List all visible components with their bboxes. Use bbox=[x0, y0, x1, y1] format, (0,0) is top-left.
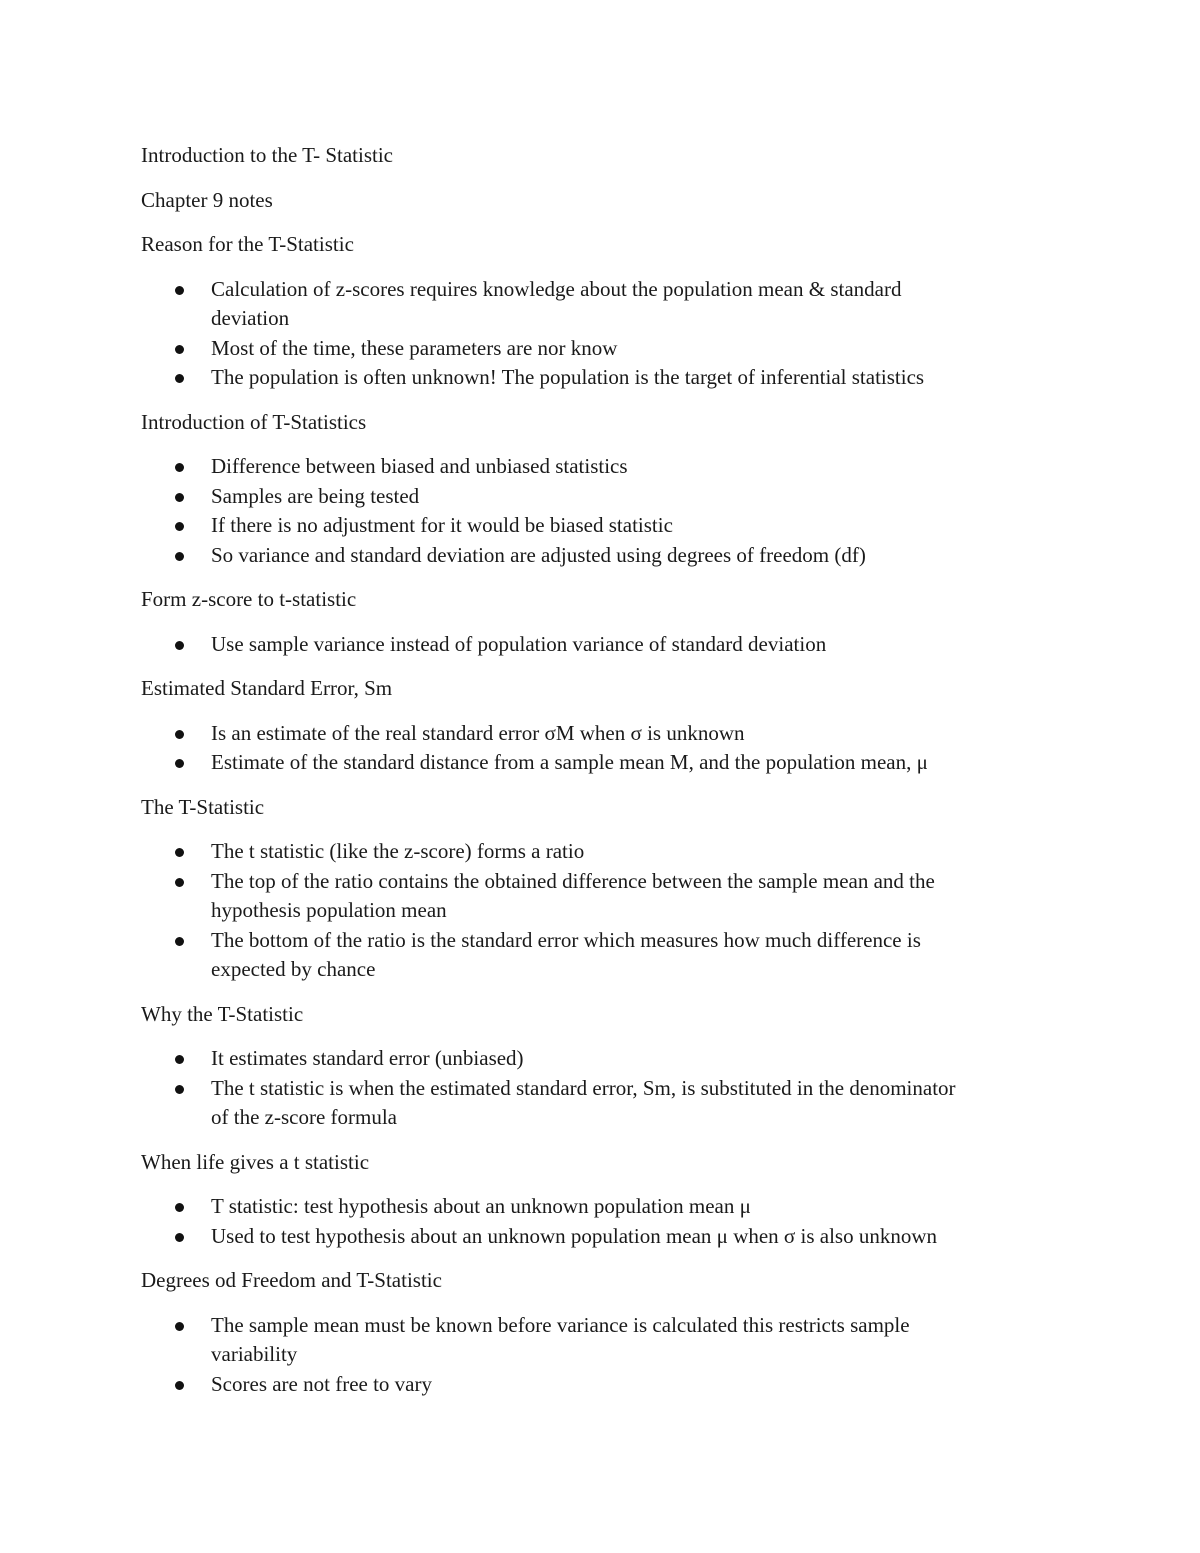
list-item-text: Is an estimate of the real standard error σM when σ is unknown bbox=[211, 720, 745, 745]
section-heading: When life gives a t statistic bbox=[141, 1149, 370, 1174]
list-item-text: hypothesis population mean bbox=[211, 898, 447, 922]
bullet-list bbox=[141, 837, 1061, 985]
section-heading: The T-Statistic bbox=[141, 794, 265, 819]
bullet-list bbox=[141, 1044, 1061, 1133]
bullet-icon bbox=[175, 522, 184, 531]
bullet-icon bbox=[175, 1085, 184, 1094]
list-item-text: If there is no adjustment for it would be biased statistic bbox=[211, 513, 673, 537]
list-item-text: Scores are not free to vary bbox=[211, 1371, 432, 1396]
list-item-text: Used to test hypothesis about an unknown population mean μ when σ is also unknown bbox=[211, 1223, 937, 1248]
bullet-icon bbox=[175, 1322, 184, 1331]
list-item bbox=[141, 719, 1061, 749]
list-item bbox=[141, 630, 1061, 660]
list-item-text: The top of the ratio contains the obtained difference between the sample mean and the bbox=[211, 868, 935, 893]
list-item-text: The t statistic (like the z-score) forms a ratio bbox=[211, 839, 585, 863]
list-item bbox=[141, 541, 1061, 571]
list-item-text: variability bbox=[211, 1342, 298, 1366]
bullet-icon bbox=[175, 937, 184, 946]
list-item-text: expected by chance bbox=[211, 957, 376, 981]
list-item bbox=[141, 334, 1061, 364]
bullet-icon bbox=[175, 345, 184, 354]
list-item-text: deviation bbox=[211, 306, 290, 330]
list-item-text: The population is often unknown! The population is the target of inferential statistics bbox=[211, 365, 925, 389]
list-item-text: Estimate of the standard distance from a sample mean M, and the population mean, μ bbox=[211, 750, 928, 774]
list-item-text: Most of the time, these parameters are nor know bbox=[211, 335, 618, 360]
bullet-icon bbox=[175, 759, 184, 768]
section-heading: Estimated Standard Error, Sm bbox=[141, 676, 393, 700]
bullet-icon bbox=[175, 878, 184, 887]
sections-container bbox=[141, 230, 1061, 1399]
section-heading: Reason for the T-Statistic bbox=[141, 232, 354, 256]
bullet-icon bbox=[175, 730, 184, 739]
list-item-text: of the z-score formula bbox=[211, 1105, 397, 1129]
list-item bbox=[141, 1192, 1061, 1222]
bullet-list bbox=[141, 1192, 1061, 1251]
list-item bbox=[141, 452, 1061, 482]
list-item bbox=[141, 1074, 1061, 1133]
section-heading: Why the T-Statistic bbox=[141, 1001, 304, 1026]
document-page bbox=[141, 141, 1061, 1414]
bullet-icon bbox=[175, 1203, 184, 1212]
list-item-text: The bottom of the ratio is the standard error which measures how much difference is bbox=[211, 927, 921, 952]
list-item bbox=[141, 748, 1061, 778]
bullet-icon bbox=[175, 463, 184, 472]
list-item bbox=[141, 482, 1061, 512]
list-item-text: So variance and standard deviation are adjusted using degrees of freedom (df) bbox=[211, 542, 866, 567]
bullet-icon bbox=[175, 286, 184, 295]
list-item bbox=[141, 1222, 1061, 1252]
list-item-text: T statistic: test hypothesis about an unknown population mean μ bbox=[211, 1194, 751, 1218]
bullet-icon bbox=[175, 552, 184, 561]
list-item bbox=[141, 926, 1061, 985]
list-item bbox=[141, 1311, 1061, 1370]
bullet-icon bbox=[175, 848, 184, 857]
bullet-list bbox=[141, 719, 1061, 778]
section-heading: Degrees od Freedom and T-Statistic bbox=[141, 1268, 442, 1292]
list-item bbox=[141, 511, 1061, 541]
bullet-list bbox=[141, 630, 1061, 660]
document-subtitle: Chapter 9 notes bbox=[141, 187, 273, 212]
list-item-text: Samples are being tested bbox=[211, 483, 420, 508]
bullet-list bbox=[141, 452, 1061, 570]
list-item bbox=[141, 363, 1061, 393]
list-item bbox=[141, 275, 1061, 334]
bullet-icon bbox=[175, 1381, 184, 1390]
document-title: Introduction to the T- Statistic bbox=[141, 143, 393, 167]
bullet-icon bbox=[175, 374, 184, 383]
bullet-list bbox=[141, 275, 1061, 393]
bullet-icon bbox=[175, 493, 184, 502]
list-item-text: Calculation of z-scores requires knowledge about the population mean & standard bbox=[211, 276, 902, 301]
bullet-icon bbox=[175, 1233, 184, 1242]
list-item bbox=[141, 1370, 1061, 1400]
list-item bbox=[141, 867, 1061, 926]
list-item-text: The sample mean must be known before variance is calculated this restricts sample bbox=[211, 1312, 910, 1337]
section-heading: Introduction of T-Statistics bbox=[141, 409, 367, 434]
list-item bbox=[141, 1044, 1061, 1074]
list-item-text: Difference between biased and unbiased statistics bbox=[211, 454, 628, 478]
list-item bbox=[141, 837, 1061, 867]
list-item-text: The t statistic is when the estimated standard error, Sm, is substituted in the denominator bbox=[211, 1075, 956, 1100]
bullet-icon bbox=[175, 1055, 184, 1064]
bullet-list bbox=[141, 1311, 1061, 1400]
list-item-text: Use sample variance instead of population variance of standard deviation bbox=[211, 631, 827, 656]
bullet-icon bbox=[175, 641, 184, 650]
list-item-text: It estimates standard error (unbiased) bbox=[211, 1046, 524, 1070]
section-heading: Form z-score to t-statistic bbox=[141, 587, 357, 611]
